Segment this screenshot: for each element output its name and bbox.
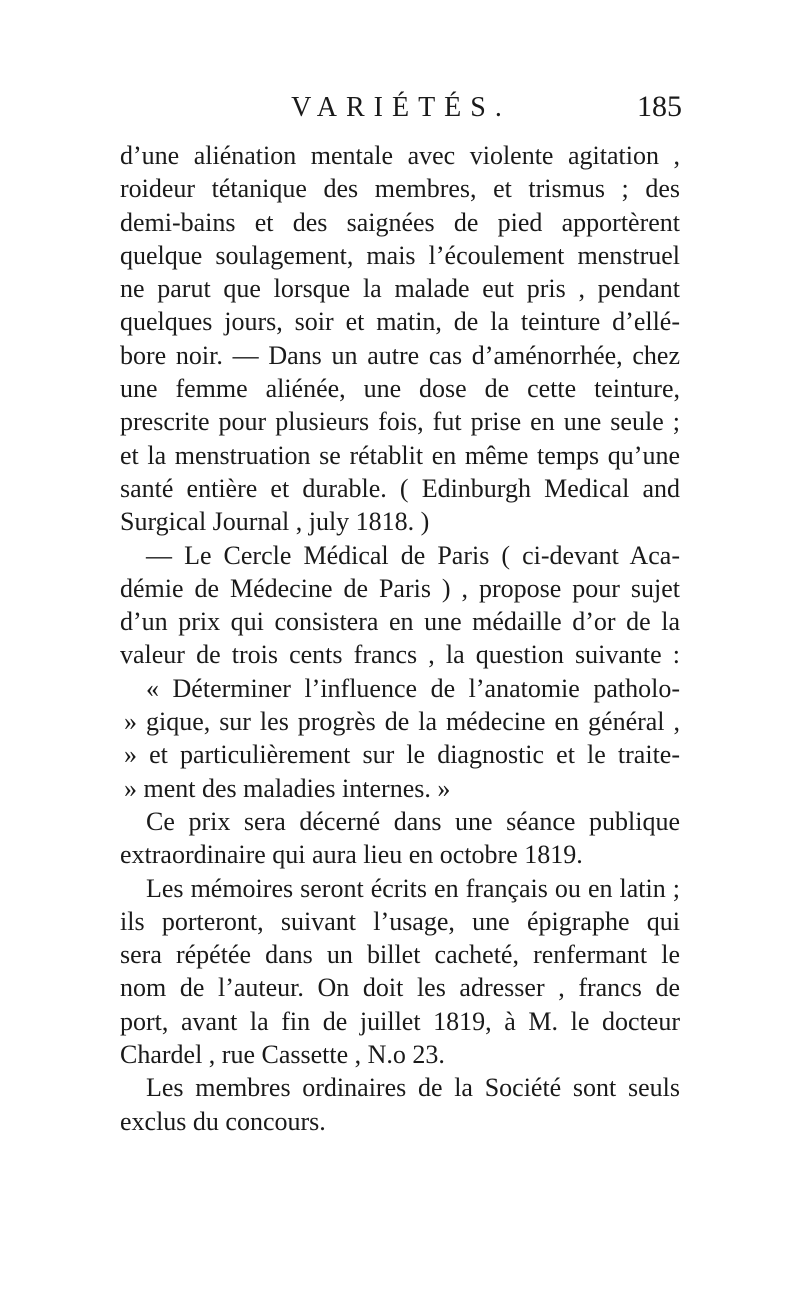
text-line: santé entière et durable. ( Edinburgh Medical and xyxy=(120,473,680,503)
text-line: nom de l’auteur. On doit les adresser , francs de xyxy=(120,973,680,1003)
text-line: — Le Cercle Médical de Paris ( ci-devant Aca- xyxy=(146,540,680,570)
text-line: Les mémoires seront écrits en français ou en latin ; xyxy=(146,873,680,903)
text-line: prescrite pour plusieurs fois, fut prise en une seule ; xyxy=(120,407,680,437)
quote-line: » gique, sur les progrès de la médecine en général , xyxy=(124,707,680,737)
text-line: et la menstruation se rétablit en même temps qu’une xyxy=(120,440,680,470)
quote-line: » et particulièrement sur le diagnostic et le traite- xyxy=(124,740,680,770)
quote-line: « Déterminer l’influence de l’anatomie patholo- xyxy=(146,673,680,703)
text-line: roideur tétanique des membres, et trismus ; des xyxy=(120,174,680,204)
running-title: VARIÉTÉS. xyxy=(291,92,511,123)
text-line: quelques jours, soir et matin, de la teinture d’ellé- xyxy=(120,307,680,337)
quote-line: » ment des maladies internes. » xyxy=(124,773,451,803)
body-text xyxy=(120,139,680,1138)
text-line: ils porteront, suivant l’usage, une épigraphe qui xyxy=(120,906,680,936)
page-number: 185 xyxy=(637,90,682,123)
text-line: sera répétée dans un billet cacheté, renfermant le xyxy=(120,940,680,970)
text-line: port, avant la fin de juillet 1819, à M. le docteur xyxy=(120,1006,680,1036)
text-line: Ce prix sera décerné dans une séance publique xyxy=(146,806,680,836)
text-line: une femme aliénée, une dose de cette teinture, xyxy=(120,374,680,404)
text-line: Surgical Journal , july 1818. ) xyxy=(120,507,430,537)
text-line: exclus du concours. xyxy=(120,1106,326,1136)
text-line: extraordinaire qui aura lieu en octobre 1819. xyxy=(120,840,583,870)
text-line: demi-bains et des saignées de pied apportèrent xyxy=(120,207,680,237)
text-line: valeur de trois cents francs , la question suivante : xyxy=(120,640,680,670)
running-head xyxy=(120,90,682,130)
text-line: ne parut que lorsque la malade eut pris , pendant xyxy=(120,274,680,304)
text-line: Chardel , rue Cassette , N.o 23. xyxy=(120,1040,445,1070)
text-line: bore noir. — Dans un autre cas d’aménorrhée, chez xyxy=(120,340,680,370)
text-line: d’une aliénation mentale avec violente agitation , xyxy=(120,141,680,170)
text-line: d’un prix qui consistera en une médaille d’or de la xyxy=(120,607,680,637)
text-line: Les membres ordinaires de la Société sont seuls xyxy=(146,1073,680,1103)
text-line: quelque soulagement, mais l’écoulement menstruel xyxy=(120,240,680,270)
text-line: démie de Médecine de Paris ) , propose pour sujet xyxy=(120,573,680,603)
